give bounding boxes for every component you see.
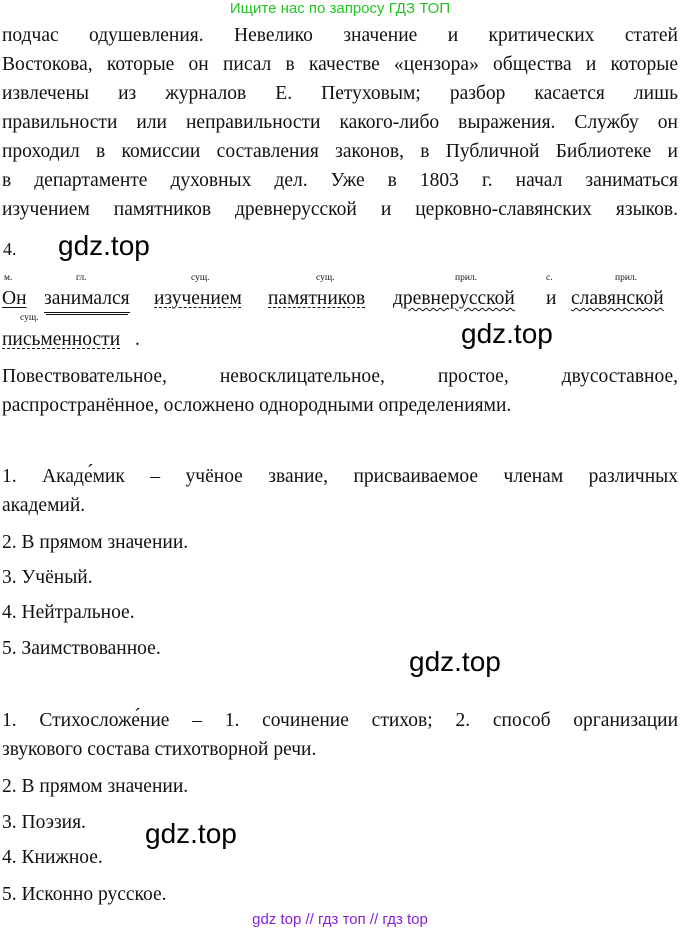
sentence-period: .: [135, 329, 140, 350]
conjunction-word: и: [546, 288, 557, 309]
watermark: gdz.top: [461, 318, 553, 349]
pos-label: сущ.: [191, 273, 210, 283]
pos-label: сущ.: [316, 273, 335, 283]
list-item: 3. Учёный.: [2, 567, 93, 588]
text-line: распространённое, осложнено однородными определениями.: [2, 395, 512, 416]
object-word: письменности: [2, 329, 121, 350]
pos-label: сущ.: [20, 313, 39, 323]
pos-label: м.: [4, 273, 13, 283]
watermark: gdz.top: [58, 230, 150, 261]
intro-paragraph: [2, 21, 678, 224]
list-item: 3. Поэзия.: [2, 812, 86, 833]
attribute-word: славянской: [571, 288, 664, 309]
attribute-word: древнерусской: [393, 288, 515, 309]
text-line: 1. Стихосложе́ние – 1. сочинение стихов; 2. способ организации: [2, 710, 678, 731]
pos-label: гл.: [76, 273, 87, 283]
list-item: 4. Нейтральное.: [2, 602, 135, 623]
pos-label: с.: [546, 273, 553, 283]
subject-word: Он: [2, 288, 27, 309]
watermark: gdz.top: [145, 818, 237, 849]
sentence-characteristic: [2, 362, 678, 420]
object-word: изучением: [154, 288, 242, 309]
text-line: звукового состава стихотворной речи.: [2, 739, 317, 760]
list-item: 2. В прямом значении.: [2, 532, 189, 553]
text-line: академий.: [2, 495, 86, 516]
pos-label: прил.: [615, 273, 638, 283]
list-item: 2. В прямом значении.: [2, 776, 189, 797]
text-line: 1. Акаде́мик – учёное звание, присваиваемое членам различных: [2, 466, 678, 487]
predicate-word: занимался: [44, 286, 130, 313]
task-number: 4.: [3, 239, 17, 259]
word-definition-2: [2, 706, 678, 764]
text-line: Повествовательное, невосклицательное, простое, двусоставное,: [2, 366, 678, 387]
parsed-sentence-line-1: [2, 286, 680, 312]
pos-label: прил.: [455, 273, 478, 283]
text-line: правильности или неправильности какого-либо выражения. Службу он: [2, 112, 678, 133]
text-line: изучением памятников древнерусской и церковно-славянских языков.: [2, 199, 678, 220]
text-line: Востокова, которые он писал в качестве «цензора» общества и которые: [2, 54, 678, 75]
word-definition-1: [2, 462, 678, 520]
object-word: памятников: [268, 288, 366, 309]
top-banner[interactable]: Ищите нас по запросу ГДЗ ТОП: [229, 0, 451, 17]
watermark: gdz.top: [409, 646, 501, 677]
text-line: в департаменте духовных дел. Уже в 1803 г. начал заниматься: [2, 170, 678, 191]
list-item: 5. Заимствованное.: [2, 638, 161, 659]
list-item: 5. Исконно русское.: [2, 884, 167, 905]
parsed-sentence-line-2: [2, 327, 680, 353]
text-line: извлечены из журналов Е. Петуховым; разбор касается лишь: [2, 83, 678, 104]
list-item: 4. Книжное.: [2, 847, 103, 868]
footer-link[interactable]: gdz top // гдз топ // гдз top: [252, 911, 428, 928]
text-line: проходил в комиссии составления законов, в Публичной Библиотеке и: [2, 141, 678, 162]
text-line: подчас одушевления. Невелико значение и критических статей: [2, 25, 678, 46]
